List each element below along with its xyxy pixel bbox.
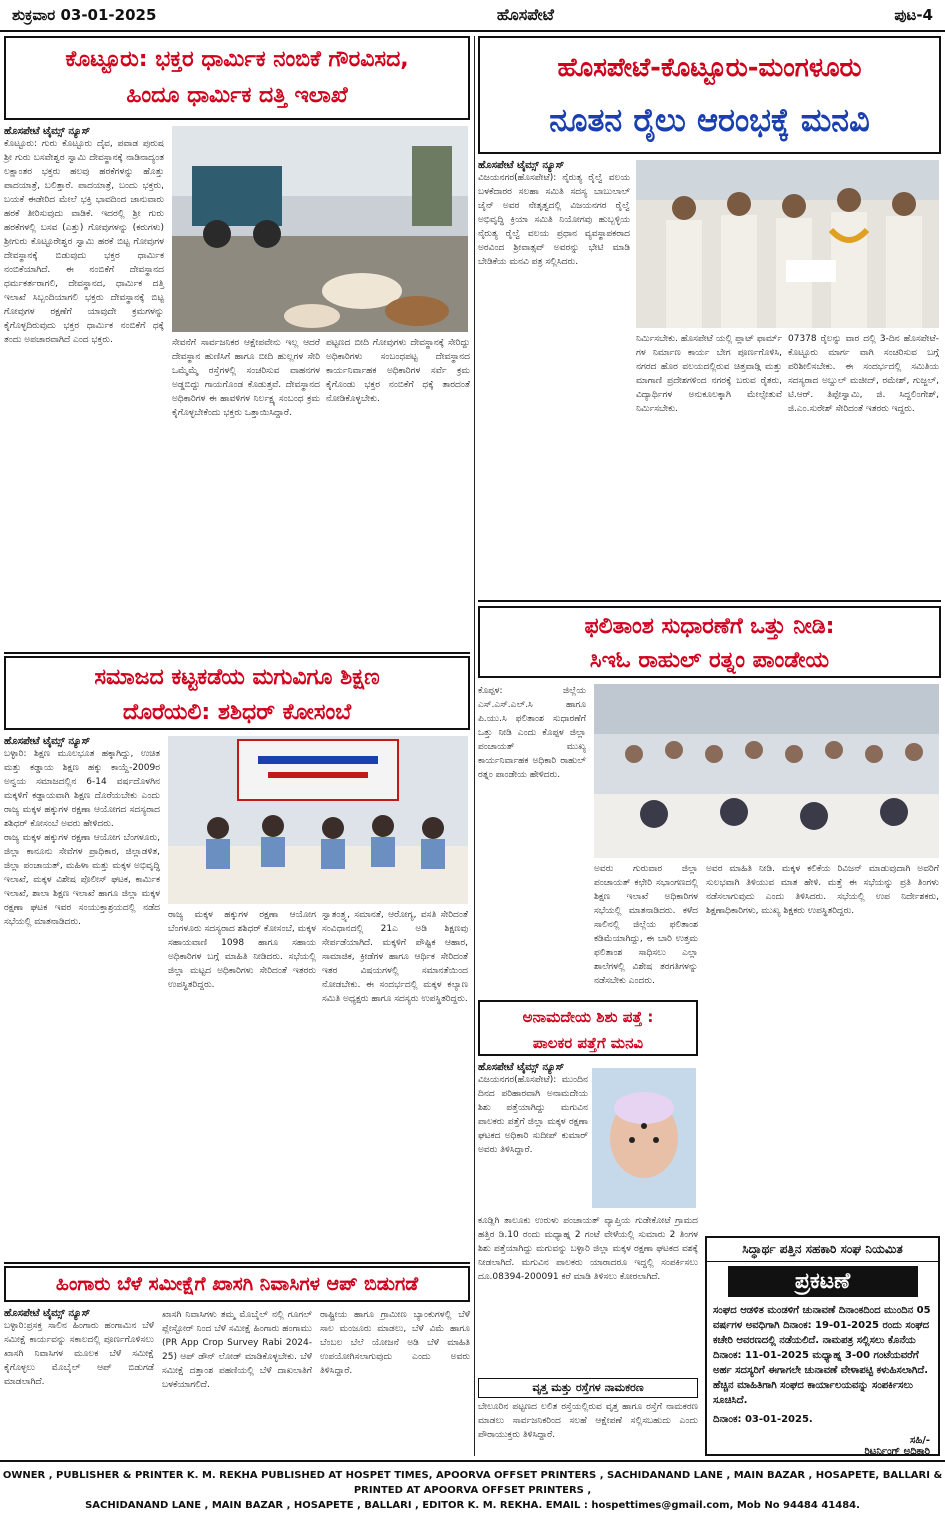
crop-body-3: ರಾಷ್ಟ್ರೀಯ ಹಾಗೂ ಗ್ರಾಮೀಣ ಬ್ಯಾಂಕುಗಳಲ್ಲಿ ಬೆಳೆ ಸಾಲ ಮಂಜೂರು ಮಾಡಲು, ಬೆಳೆ ವಿಮೆ ಹಾಗೂ ಬೆಂಬಲ ಬೆಲೆ ಯೋಜನೆ ಅಡಿ ಬೆಳೆ ಮಾಹಿತಿ ಉಪಯೋಗಿಸಲಾಗುವುದು ಎಂದು ಅವರು ತಿಳಿಸಿದ್ದಾರೆ.: [320, 1310, 470, 1376]
kottur-headline-line1: ಕೊಟ್ಟೂರು: ಭಕ್ತರ ಧಾರ್ಮಿಕ ನಂಬಿಕೆ ಗೌರವಿಸದ,: [65, 47, 409, 72]
orphan-baby-photo: [592, 1068, 696, 1208]
education-headline: [4, 656, 470, 730]
crop-byline: ಹೊಸಪೇಟೆ ಟೈಮ್ಸ್ ನ್ಯೂಸ್: [4, 1308, 91, 1319]
orphan-byline: ಹೊಸಪೇಟೆ ಟೈಮ್ಸ್ ನ್ಯೂಸ್: [478, 1062, 565, 1073]
kottur-headline: [4, 36, 470, 120]
footer-line-1: OWNER , PUBLISHER & PRINTER K. M. REKHA PUBLISHED AT HOSPET TIMES, APOORVA OFFSET PRINTERS , SACHIDANAND LANE , MAIN BAZAR , HOSAPETE, BALLARI & PRINTED AT APOORVA OFFSET PRINTERS ,: [2, 1470, 943, 1496]
story-kottur: [4, 36, 470, 648]
kottur-cows-photo: [172, 126, 468, 332]
education-body-1: ಬಳ್ಳಾರಿ: ಶಿಕ್ಷಣ ಮೂಲಭೂತ ಹಕ್ಕಾಗಿದ್ದು, ಉಚಿತ ಮತ್ತು ಕಡ್ಡಾಯ ಶಿಕ್ಷಣ ಹಕ್ಕು ಕಾಯ್ದೆ-2009ರ ಅನ್ವಯ ಸಮಾಜದಲ್ಲಿನ 6-14 ವರ್ಷದೊಳಗಿನ ಮಕ್ಕಳಿಗೆ ಕಡ್ಡಾಯವಾಗಿ ಶಿಕ್ಷಣ ದೊರೆಯಬೇಕು ಎಂದು ರಾಜ್ಯ ಮಕ್ಕಳ ಹಕ್ಕುಗಳ ರಕ್ಷಣಾ ಆಯೋಗದ ಸದಸ್ಯರಾದ ಶಶಿಧರ್ ಕೋಸಂಬೆ ಅವರು ಹೇಳಿದರು.: [4, 749, 160, 829]
crop-body-1: ಬಳ್ಳಾರಿ:ಪ್ರಸಕ್ತ ಸಾಲಿನ ಹಿಂಗಾರು ಹಂಗಾಮಿನ ಬೆಳೆ ಸಮೀಕ್ಷೆ ಕಾರ್ಯವನ್ನು ಸಕಾಲದಲ್ಲಿ ಪೂರ್ಣಗೊಳಿಸಲು ಖಾಸಗಿ ನಿವಾಸಿಗಳ ಮೂಲಕ ಬೆಳೆ ಸಮೀಕ್ಷೆ ಕೈಗೊಳ್ಳಲು ಮೊಬೈಲ್ ಆಪ್ ಬಿಡುಗಡೆ ಮಾಡಲಾಗಿದೆ.: [4, 1321, 154, 1387]
crop-headline-text: ಹಿಂಗಾರು ಬೆಳೆ ಸಮೀಕ್ಷೆಗೆ ಖಾಸಗಿ ನಿವಾಸಿಗಳ ಆಪ್ ಬಿಡುಗಡೆ: [55, 1273, 419, 1295]
notice-sign-designation: ರಿಟರ್ನಿಂಗ್ ಅಧಿಕಾರಿ: [864, 1446, 930, 1457]
result-headline: [478, 606, 941, 678]
issue-date: ಶುಕ್ರವಾರ 03-01-2025: [12, 6, 157, 24]
story-crop: [4, 1266, 470, 1456]
orphan-body-2: ಕೂಡ್ಲಿಗಿ ತಾಲೂಕು ಉರುಳು ಪಂಚಾಯತ್ ವ್ಯಾಪ್ತಿಯ ಗುಡೇಕೋಟೆ ಗ್ರಾಮದ ಹತ್ತಿರ ಡಿ.10 ರಂದು ಮಧ್ಯಾಹ್ನ 2 ಗಂಟೆ ವೇಳೆಯಲ್ಲಿ ಸುಮಾರು 2 ತಿಂಗಳ ಶಿಶು ಪತ್ತೆಯಾಗಿದ್ದು ಮಗುವನ್ನು ಬಳ್ಳಾರಿ ಜಿಲ್ಲಾ ಮಕ್ಕಳ ರಕ್ಷಣಾ ಘಟಕದ ವಶಕ್ಕೆ ನೀಡಲಾಗಿದೆ. ಮಗುವಿನ ಪಾಲಕರು ಯಾರಾದರೂ ಇದ್ದಲ್ಲಿ ಸಂಪರ್ಕಿಸಲು ದೂ.08394-200091 ಕರೆ ಮಾಡಿ ತಿಳಿಸಲು ಕೋರಲಾಗಿದೆ.: [478, 1216, 698, 1282]
result-headline-line2: ಸಿಇಓ ರಾಹುಲ್ ರತ್ನಂ ಪಾಂಡೇಯ: [589, 648, 830, 673]
kottur-body-2: ಸೇವನೆಗೆ ಸಾರ್ವಜನಿಕರ ಆಕ್ಷೇಪವೇನು ಇಲ್ಲ ಆದರೆ ದೇವಸ್ಥಾನ ಹುಣಿಸಿಗೆ ಹಾಗೂ ಬೀದಿ ಹುಲ್ಲಗಳ ಸೇರಿ ಒಮ್ಮೆಮ್ಮೆ ರಸ್ತೆಗಳಲ್ಲಿ ಸಂಚರಿಸುವ ವಾಹನಗಳ ಅಡ್ಡಬಿದ್ದು ಗಾಯಗೊಂಡ ಕೊಡುತ್ತವೆ. ದೇವಸ್ಥಾನದ ಅಧಿಕಾರಿಗಳ ಈ ಹಾವಳಿಗಳ ನಿರ್ಲಕ್ಷ್ಯ ಸಂಬಂಧ ಕ್ರಮ ಕೈಗೊಳ್ಳಬೇಕೆಂದು ಭಕ್ತರು ಒತ್ತಾಯಿಸಿದ್ದಾರೆ.: [172, 338, 320, 418]
result-headline-line1: ಫಲಿತಾಂಶ ಸುಧಾರಣೆಗೆ ಒತ್ತು ನೀಡಿ:: [584, 614, 835, 639]
result-body-1: ಕೊಪ್ಪಳ: ಜಿಲ್ಲೆಯ ಎಸ್.ಎಸ್.ಎಲ್.ಸಿ ಹಾಗೂ ಪಿ.ಯು.ಸಿ ಫಲಿತಾಂಶ ಸುಧಾರಣೆಗೆ ಒತ್ತು ನೀಡಿ ಎಂದು ಕೊಪ್ಪಳ ಜಿಲ್ಲಾ ಪಂಚಾಯತ್ ಮುಖ್ಯ ಕಾರ್ಯನಿರ್ವಾಹಕ ಅಧಿಕಾರಿ ರಾಹುಲ್ ರತ್ನಂ ಪಾಂಡೇಯ ಹೇಳಿದರು.: [478, 686, 586, 780]
result-meeting-photo: [594, 684, 939, 858]
rail-headline-line1: ಹೊಸಪೇಟೆ-ಕೊಟ್ಟೂರು-ಮಂಗಳೂರು: [557, 53, 862, 83]
orphan-headline: [478, 1000, 698, 1056]
section-divider-crop: [4, 1262, 470, 1264]
rail-headline: [478, 36, 941, 154]
orphan-body-3: ಬೇಲೂರಿನ ಪಟ್ಟಣದ ಲಲಿತ ರಸ್ತೆಯಲ್ಲಿರುವ ವೃತ್ತ ಹಾಗೂ ರಸ್ತೆಗೆ ನಾಮಕರಣ ಮಾಡಲು ಸಾರ್ವಜನಿಕರಿಂದ ಸಲಹೆ ಆಕ್ಷೇಪಣೆ ಸಲ್ಲಿಸಬಹುದು ಎಂದು ಪೌರಾಯುಕ್ತರು ತಿಳಿಸಿದ್ದಾರೆ.: [478, 1402, 698, 1440]
education-body-2: ರಾಜ್ಯ ಮಕ್ಕಳ ಹಕ್ಕುಗಳ ರಕ್ಷಣಾ ಆಯೋಗ ಬೆಂಗಳೂರು, ಜಿಲ್ಲಾ ಕಾನೂನು ಸೇವೆಗಳ ಪ್ರಾಧಿಕಾರ, ಜಿಲ್ಲಾಡಳಿತ, ಜಿಲ್ಲಾ ಪಂಚಾಯತ್, ಮಹಿಳಾ ಮತ್ತು ಮಕ್ಕಳ ಅಭಿವೃದ್ಧಿ ಇಲಾಖೆ, ಮಕ್ಕಳ ವಿಶೇಷ ಪೊಲೀಸ್ ಘಟಕ, ಕಾರ್ಮಿಕ ಇಲಾಖೆ, ಶಾಲಾ ಶಿಕ್ಷಣ ಇಲಾಖೆ ಹಾಗೂ ಜಿಲ್ಲಾ ಮಕ್ಕಳ ರಕ್ಷಣಾ ಘಟಕ ಇವರ ಸಂಯುಕ್ತಾಶ್ರಯದಲ್ಲಿ ನಡೆದ ಸಭೆಯಲ್ಲಿ ಮಾತನಾಡಿದರು.: [4, 833, 160, 927]
notice-sign-line: ಸಹಿ/-: [910, 1435, 930, 1446]
kottur-body-3: ಪಟ್ಟಣದ ಬೀದಿ ಗೋವುಗಳು ದೇವಸ್ಥಾನಕ್ಕೆ ಸೇರಿದ್ದು ಅಧಿಕಾರಿಗಳು ಸಂಬಂಧಪಟ್ಟ ದೇವಸ್ಥಾನದ ಕಾರ್ಯನಿರ್ವಾಹಕ ಅಧಿಕಾರಿಗಳ ಸರ್ವೆ ಕ್ರಮ ಕೈಗೊಂಡು ಭಕ್ತರ ನಂಬಿಕೆಗೆ ಧಕ್ಕೆ ತಾರದಂತೆ ನೋಡಿಕೊಳ್ಳಬೇಕು.: [326, 338, 470, 404]
imprint-footer: [0, 1460, 945, 1511]
result-body-2: ಅವರು ಗುರುವಾರ ಜಿಲ್ಲಾ ಪಂಚಾಯತ್ ಕಛೇರಿ ಸಭಾಂಗಣದಲ್ಲಿ ಶಿಕ್ಷಣ ಇಲಾಖೆ ಅಧಿಕಾರಿಗಳ ಸಭೆಯಲ್ಲಿ ಮಾತನಾಡಿದರು. ಕಳೆದ ಸಾಲಿನಲ್ಲಿ ಜಿಲ್ಲೆಯ ಫಲಿತಾಂಶ ಕಡಿಮೆಯಾಗಿದ್ದು, ಈ ಬಾರಿ ಉತ್ತಮ ಫಲಿತಾಂಶ ಸಾಧಿಸಲು ಎಲ್ಲಾ ಶಾಲೆಗಳಲ್ಲಿ ವಿಶೇಷ ತರಗತಿಗಳನ್ನು ನಡೆಸಬೇಕು ಎಂದರು.: [594, 864, 698, 986]
notice-org-name: ಸಿದ್ಧಾರ್ಥ ಪತ್ತಿನ ಸಹಕಾರಿ ಸಂಘ ನಿಯಮಿತ: [707, 1238, 938, 1262]
story-rail: [478, 36, 941, 596]
rail-byline: ಹೊಸಪೇಟೆ ಟೈಮ್ಸ್ ನ್ಯೂಸ್: [478, 160, 565, 171]
story-education: [4, 656, 470, 1260]
kottur-headline-line2: ಹಿಂದೂ ಧಾರ್ಮಿಕ ದತ್ತಿ ಇಲಾಖೆ: [126, 83, 348, 108]
education-byline: ಹೊಸಪೇಟೆ ಟೈಮ್ಸ್ ನ್ಯೂಸ್: [4, 736, 91, 747]
notice-title: ಪ್ರಕಟಣೆ: [728, 1266, 918, 1297]
footer-line-2: SACHIDANAND LANE , MAIN BAZAR , HOSAPETE , BALLARI , EDITOR K. M. REKHA. EMAIL : hospettimes@gmail.com, Mob No 94484 41484.: [85, 1500, 860, 1511]
notice-body: ಸಂಘದ ಆಡಳಿತ ಮಂಡಳಿಗೆ ಚುನಾವಣೆ ದಿನಾಂಕದಿಂದ ಮುಂದಿನ 05 ವರ್ಷಗಳ ಅವಧಿಗಾಗಿ ದಿನಾಂಕ: 19-01-2025 ರಂದು ಸಂಘದ ಕಚೇರಿ ಆವರಣದಲ್ಲಿ ನಡೆಯಲಿದೆ. ನಾಮಪತ್ರ ಸಲ್ಲಿಸಲು ಕೊನೆಯ ದಿನಾಂಕ: 11-01-2025 ಮಧ್ಯಾಹ್ನ 3-00 ಗಂಟೆಯವರೆಗೆ ಅರ್ಹ ಸದಸ್ಯರಿಗೆ ಈಗಾಗಲೇ ಚುನಾವಣೆ ವೇಳಾಪಟ್ಟಿ ಕಳುಹಿಸಲಾಗಿದೆ. ಹೆಚ್ಚಿನ ಮಾಹಿತಿಗಾಗಿ ಸಂಘದ ಕಾರ್ಯಾಲಯವನ್ನು ಸಂಪರ್ಕಿಸಲು ಸೂಚಿಸಿದೆ.: [713, 1305, 931, 1406]
story-orphan: [478, 1000, 698, 1456]
paper-name: ಹೊಸಪೇಟೆ: [496, 5, 554, 24]
education-headline-line1: ಸಮಾಜದ ಕಟ್ಟಕಡೆಯ ಮಗುವಿಗೂ ಶಿಕ್ಷಣ: [94, 665, 380, 690]
crop-headline: [4, 1266, 470, 1302]
masthead: [0, 0, 945, 32]
crop-body-2: ಖಾಸಗಿ ನಿವಾಸಿಗಳು ತಮ್ಮ ಮೊಬೈಲ್ ನಲ್ಲಿ ಗೂಗಲ್ ಪ್ಲೇಸ್ಟೋರ್ ನಿಂದ ಬೆಳೆ ಸಮೀಕ್ಷೆ ಹಿಂಗಾರು ಹಂಗಾಮು (PR App Crop Survey Rabi 2024-25) ಆಪ್ ಡೌನ್ ಲೋಡ್ ಮಾಡಿಕೊಳ್ಳಬೇಕು. ಬೆಳೆ ಸಮೀಕ್ಷೆ ದತ್ತಾಂಶ ಪಹಣಿಯಲ್ಲಿ ಬೆಳೆ ದಾಖಲಾತಿಗೆ ಬಳಕೆಯಾಗಲಿದೆ.: [162, 1310, 312, 1390]
election-notice: [705, 1236, 940, 1456]
kottur-body-1: ಕೊಟ್ಟೂರು: ಗುರು ಕೊಟ್ಟೂರು ದೈವ, ಪವಾಡ ಪುರುಷ ಶ್ರೀ ಗುರು ಬಸವೇಶ್ವರ ಸ್ವಾಮಿ ದೇವಸ್ಥಾನಕ್ಕೆ ನಾಡಿನಾದ್ಯಂತ ಲಕ್ಷಾಂತರ ಭಕ್ತರು ಹಲವು ಹರಕೆಗಳನ್ನು ಹೊತ್ತು ಪಾದಯಾತ್ರೆ, ಬಲಿತ್ತಾರೆ. ಪಾದಯಾತ್ರೆ, ಬಂದು ಭಕ್ತರು, ಬಯಕೆ ಈಡೇರಿದ ಮೇಲೆ ಭಕ್ತಿ ಭಾವದಿಂದ ಜಾನುವಾರು ಹರಕೆ ತೀರಿಸುವುದು ವಾಡಿಕೆ. ಇದರಲ್ಲಿ ಶ್ರೀ ಗುರು ಹರಕೆಗಳಲ್ಲಿ ಬಸವ (ಎತ್ತು) ಗೋವುಗಳನ್ನು (ಕರುಗಳು) ಶ್ರೀಗುರು ಕೊಟ್ಟೂರೇಶ್ವರ ಸ್ವಾಮಿ ಹರಕೆ ಬಿಟ್ಟ ಗೋವುಗಳ ದೇವಸ್ಥಾನಕ್ಕೆ ಬಿಡುವುದು ಭಕ್ತರ ಧಾರ್ಮಿಕ ನಂಬಿಕೆಯಾಗಿದೆ. ಈ ನಂಬಿಕೆಗೆ ದೇವಸ್ಥಾನದ ಧರ್ಮಕರ್ತರಾಗಲಿ, ದೇವಸ್ಥಾನದ, ಧಾರ್ಮಿಕ ದತ್ತಿ ಇಲಾಖೆ ಸಿಬ್ಬಂದಿಯಾಗಲಿ ಭಕ್ತರು ದೇವಸ್ಥಾನಕ್ಕೆ ಬಿಟ್ಟ ಗೋವುಗಳ ರಕ್ಷಣೆಗೆ ಯಾವುದೇ ಕ್ರಮಗಳನ್ನು ಕೈಗೊಳ್ಳದಿರುವುದು ಭಕ್ತರ ಧಾರ್ಮಿಕ ನಂಬಿಕೆಗೆ ಧಕ್ಕೆ ತಂದು ಅಪಚಾರವಾಗಿದೆ ಎಂದ ಭಕ್ತರು.: [4, 139, 164, 345]
rail-body-1: ವಿಜಯನಗರ(ಹೊಸಪೇಟೆ): ನೈರುತ್ಯ ರೈಲ್ವೆ ವಲಯ ಬಳಕೆದಾರರ ಸಲಹಾ ಸಮಿತಿ ಸದಸ್ಯ ಬಾಬುಲಾಲ್ ಜೈನ್ ಅವರ ನೇತೃತ್ವದಲ್ಲಿ ವಿಜಯನಗರ ರೈಲ್ವೆ ಅಭಿವೃದ್ಧಿ ಕ್ರಿಯಾ ಸಮಿತಿ ನಿಯೋಗವು ಹುಬ್ಬಳ್ಳಿಯ ನೈರುತ್ಯ ರೈಲ್ವೆ ವಲಯ ಪ್ರಧಾನ ವ್ಯವಸ್ಥಾಪಕರಾದ ಅರವಿಂದ ಶ್ರೀವಾತ್ಸವ್ ಅವರನ್ನು ಭೇಟಿ ಮಾಡಿ ಬೇಡಿಕೆಯ ಮನವಿ ಪತ್ರ ಸಲ್ಲಿಸಿದರು.: [478, 173, 630, 267]
column-divider: [474, 36, 475, 1456]
notice-signature: [707, 1429, 938, 1457]
education-body-4: ಸ್ವಾತಂತ್ರ್ಯ, ಸಮಾನತೆ, ಆರೋಗ್ಯ, ವಸತಿ ಸೇರಿದಂತೆ ಸಂವಿಧಾನದಲ್ಲಿ 21ಎ ಅಡಿ ಶಿಕ್ಷಣವು ಸೇರ್ಪಡೆಯಾಗಿದೆ. ಮಕ್ಕಳಿಗೆ ಪೌಷ್ಟಿಕ ಆಹಾರ, ಸಾಮಾಜಿಕ, ಕ್ರೀಡೆಗಳ ಹಾಗೂ ಆರ್ಥಿಕ ಸೇರಿದಂತೆ ಇತರ ವಿಷಯಗಳಲ್ಲಿ ಸಮಾನತೆಯಿಂದ ನೋಡಬೇಕು. ಈ ಸಂದರ್ಭದಲ್ಲಿ ಮಕ್ಕಳ ಕಲ್ಯಾಣ ಸಮಿತಿ ಅಧ್ಯಕ್ಷರು ಹಾಗೂ ಸದಸ್ಯರು ಉಪಸ್ಥಿತರಿದ್ದರು.: [322, 910, 468, 1004]
education-headline-line2: ದೊರೆಯಲಿ: ಶಶಿಧರ್ ಕೋಸಂಬೆ: [122, 700, 352, 725]
notice-date: ದಿನಾಂಕ: 03-01-2025.: [713, 1414, 813, 1425]
kottur-byline: ಹೊಸಪೇಟೆ ಟೈಮ್ಸ್ ನ್ಯೂಸ್: [4, 126, 91, 137]
rail-body-2: ನಿರ್ಮಿಸಬೇಕು. ಹೊಸಪೇಟೆ ಯಲ್ಲಿ ಪ್ಲಾಟ್ ಫಾರ್ಮ್ ಗಳ ನಿರ್ಮಾಣ ಕಾರ್ಯ ಬೇಗ ಪೂರ್ಣಗೊಳಿಸಿ, ನಗರದ ಹೊರ ವಲಯದಲ್ಲಿರುವ ಚಿತ್ತವಾಡ್ಗಿ ಮತ್ತು ಮಾಗಾಣಿ ಪ್ರದೇಶಗಳಿಂದ ನಗರಕ್ಕೆ ಬರುವ ರೈತರು, ವಿದ್ಯಾರ್ಥಿಗಳ ಅನುಕೂಲಕ್ಕಾಗಿ ಮೇಲ್ಸೇತುವೆ ನಿರ್ಮಿಸಬೇಕು.: [636, 334, 782, 414]
orphan-headline-line1: ಅನಾಮದೇಯ ಶಿಶು ಪತ್ತೆ :: [522, 1008, 654, 1026]
education-body-3: ರಾಜ್ಯ ಮಕ್ಕಳ ಹಕ್ಕುಗಳ ರಕ್ಷಣಾ ಆಯೋಗ ಬೆಂಗಳೂರು ಸದಸ್ಯರಾದ ಶಶಿಧರ್ ಕೋಸಂಬೆ, ಮಕ್ಕಳ ಸಹಾಯವಾಣಿ 1098 ಹಾಗೂ ಸಹಾಯ ಅಧಿಕಾರಿಗಳ ಬಗ್ಗೆ ಮಾಹಿತಿ ನೀಡಿದರು. ಸಭೆಯಲ್ಲಿ ಜಿಲ್ಲಾ ಮಟ್ಟದ ಅಧಿಕಾರಿಗಳು ಸೇರಿದಂತೆ ಇತರರು ಉಪಸ್ಥಿತರಿದ್ದರು.: [168, 910, 317, 990]
result-body-3: ಅವರ ಮಾಹಿತಿ ನೀಡಿ. ಮಕ್ಕಳ ಕಲಿಕೆಯ ರಿವಿಜನ್ ಮಾಡುವುದಾಗಿ ಅವರಿಗೆ ಸುಲಭವಾಗಿ ತಿಳಿಯುವ ಮಾತ ಹೇಳಿ. ಮತ್ತೆ ಈ ಸಭೆಯನ್ನು ಪ್ರತಿ ತಿಂಗಳು ನಡೆಸಲಾಗುವುದು ಎಂದು ತಿಳಿಸಿದರು. ಸಭೆಯಲ್ಲಿ ಉಪ ನಿರ್ದೇಶಕರು, ಶಿಕ್ಷಣಾಧಿಕಾರಿಗಳು, ಮುಖ್ಯ ಶಿಕ್ಷಕರು ಉಪಸ್ಥಿತರಿದ್ದರು.: [706, 864, 939, 916]
story-result: [478, 606, 941, 1046]
rail-headline-line2: ನೂತನ ರೈಲು ಆರಂಭಕ್ಕೆ ಮನವಿ: [549, 101, 870, 139]
page-number: ಪುಟ-4: [894, 6, 933, 24]
orphan-subheading: ವೃತ್ತ ಮತ್ತು ರಸ್ತೆಗಳ ನಾಮಕರಣ: [478, 1378, 698, 1398]
section-divider: [478, 600, 941, 602]
section-divider-left: [4, 652, 470, 654]
rail-delegation-photo: [636, 160, 939, 328]
rail-body-3: 07378 ರೈಲನ್ನು ವಾರ ದಲ್ಲಿ 3-ದಿನ ಹೊಸಪೇಟೆ-ಕೊಟ್ಟೂರು ಮಾರ್ಗ ವಾಗಿ ಸಂಚರಿಸುವ ಬಗ್ಗೆ ಪರಿಶೀಲಿಸಬೇಕು. ಈ ಸಂದರ್ಭದಲ್ಲಿ ಸಮಿತಿಯ ಸದಸ್ಯರಾದ ಅಬ್ದುಲ್ ಮಜೀದ್, ರಮೇಶ್, ಗುಜ್ಜಲ್, ಟಿ.ಆರ್. ತಿಪ್ಪೇಸ್ವಾಮಿ, ಜಿ. ಸಿದ್ದಲಿಂಗೇಶ್, ಜಿ.ಎಂ.ಸುರೇಶ್ ಸೇರಿದಂತೆ ಇತರರು ಇದ್ದರು.: [788, 334, 939, 414]
orphan-body-1: ವಿಜಯನಗರ(ಹೊಸಪೇಟೆ): ಮುಂದಿನ ದಿನದ ಪರಿಹಾರವಾಗಿ ಅನಾಮದೇಯ ಶಿಶು ಪತ್ತೆಯಾಗಿದ್ದು ಮಗುವಿನ ಪಾಲಕರು ಪತ್ತೆಗೆ ಜಿಲ್ಲಾ ಮಕ್ಕಳ ರಕ್ಷಣಾ ಘಟಕದ ಅಧಿಕಾರಿ ಸುದೀಪ್ ಕುಮಾರ್ ಅವರು ತಿಳಿಸಿದ್ದಾರೆ.: [478, 1075, 588, 1155]
orphan-headline-line2: ಪಾಲಕರ ಪತ್ತೆಗೆ ಮನವಿ: [532, 1034, 644, 1052]
education-meeting-photo: [168, 736, 468, 904]
